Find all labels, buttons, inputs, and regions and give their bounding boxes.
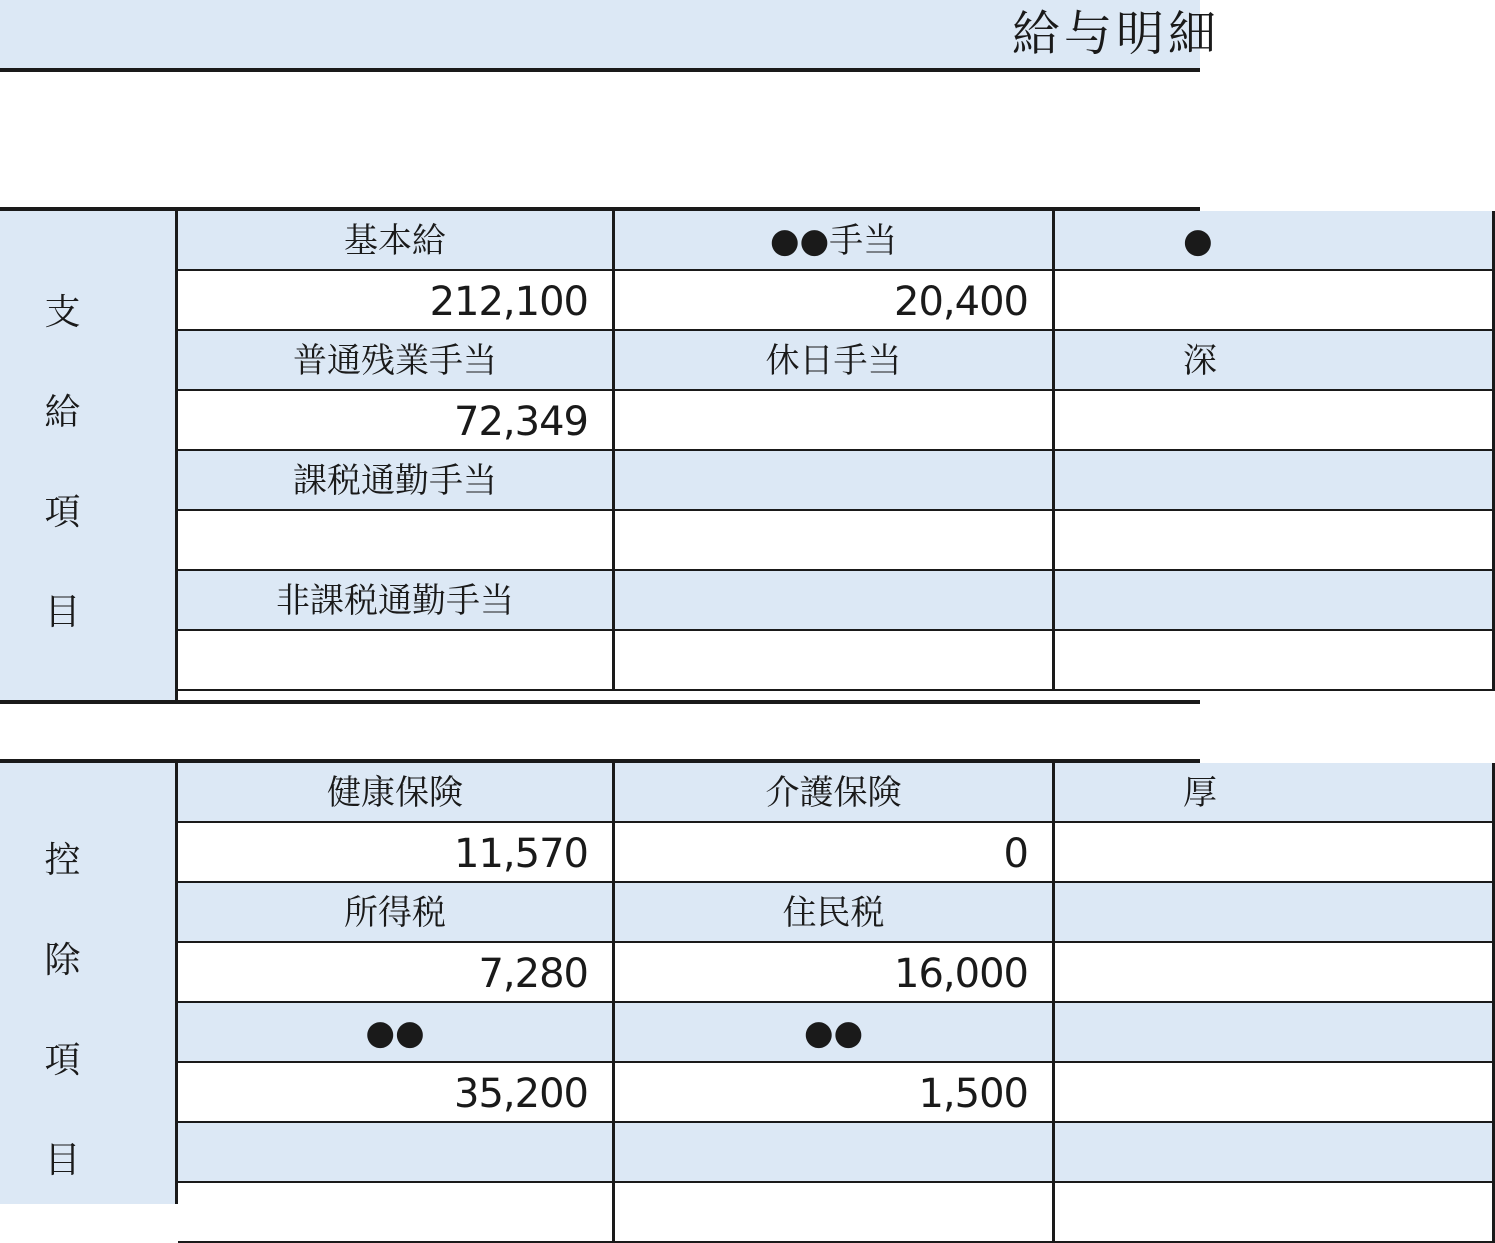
deduction-side-label xyxy=(0,763,178,1204)
deduction-grid xyxy=(178,763,1278,1243)
payment-section xyxy=(0,207,1217,704)
deduction-item-amount: 7,280 xyxy=(178,943,615,1003)
deduction-item-amount xyxy=(1055,943,1495,1003)
payment-item-amount xyxy=(1055,511,1495,571)
deduction-item-amount xyxy=(615,1183,1055,1243)
payslip-title: 給与明細 xyxy=(1012,6,1221,62)
deduction-item-amount: 16,000 xyxy=(615,943,1055,1003)
payment-item-label: ●●手当 xyxy=(615,211,1055,271)
payment-item-label xyxy=(1055,451,1495,511)
payment-item-label: 深 xyxy=(1055,331,1495,391)
deduction-item-label: 厚 xyxy=(1055,763,1495,823)
payment-item-amount xyxy=(615,631,1055,691)
payment-side-char: 支 xyxy=(44,292,81,333)
payment-item-amount xyxy=(178,631,615,691)
deduction-section xyxy=(0,759,1217,1204)
deduction-item-label: ●● xyxy=(615,1003,1055,1063)
payment-side-char: 目 xyxy=(44,592,81,633)
payment-item-label: ● xyxy=(1055,211,1495,271)
deduction-item-amount xyxy=(1055,1063,1495,1123)
deduction-item-label: ●● xyxy=(178,1003,615,1063)
payment-item-amount xyxy=(1055,391,1495,451)
deduction-item-label xyxy=(1055,1003,1495,1063)
payment-item-label xyxy=(615,451,1055,511)
deduction-item-amount: 11,570 xyxy=(178,823,615,883)
payment-item-label: 休日手当 xyxy=(615,331,1055,391)
payment-item-label: 普通残業手当 xyxy=(178,331,615,391)
deduction-item-label xyxy=(1055,1123,1495,1183)
title-bar xyxy=(0,0,1221,72)
payment-item-amount: 212,100 xyxy=(178,271,615,331)
payment-item-amount xyxy=(1055,271,1495,331)
payment-side-label xyxy=(0,211,178,700)
payment-item-label xyxy=(615,571,1055,631)
deduction-item-label xyxy=(178,1123,615,1183)
payment-side-char: 給 xyxy=(44,392,81,433)
deduction-item-amount: 0 xyxy=(615,823,1055,883)
payment-item-label xyxy=(1055,571,1495,631)
deduction-side-char: 除 xyxy=(44,940,81,981)
payment-side-char: 項 xyxy=(44,492,81,533)
payment-item-amount xyxy=(615,391,1055,451)
payment-item-label: 課税通勤手当 xyxy=(178,451,615,511)
deduction-item-label xyxy=(615,1123,1055,1183)
deduction-item-label xyxy=(1055,883,1495,943)
payment-item-amount xyxy=(615,511,1055,571)
deduction-item-label: 健康保険 xyxy=(178,763,615,823)
deduction-side-char: 控 xyxy=(44,840,81,881)
deduction-item-amount xyxy=(178,1183,615,1243)
deduction-item-label: 所得税 xyxy=(178,883,615,943)
payment-grid xyxy=(178,211,1278,691)
payment-item-label: 基本給 xyxy=(178,211,615,271)
deduction-item-amount: 1,500 xyxy=(615,1063,1055,1123)
payment-item-label: 非課税通勤手当 xyxy=(178,571,615,631)
deduction-side-char: 目 xyxy=(44,1140,81,1181)
payment-item-amount xyxy=(178,511,615,571)
payment-item-amount: 72,349 xyxy=(178,391,615,451)
payment-item-amount xyxy=(1055,631,1495,691)
deduction-item-amount xyxy=(1055,1183,1495,1243)
payment-item-amount: 20,400 xyxy=(615,271,1055,331)
deduction-item-amount xyxy=(1055,823,1495,883)
deduction-item-amount: 35,200 xyxy=(178,1063,615,1123)
deduction-side-char: 項 xyxy=(44,1040,81,1081)
deduction-item-label: 住民税 xyxy=(615,883,1055,943)
deduction-item-label: 介護保険 xyxy=(615,763,1055,823)
